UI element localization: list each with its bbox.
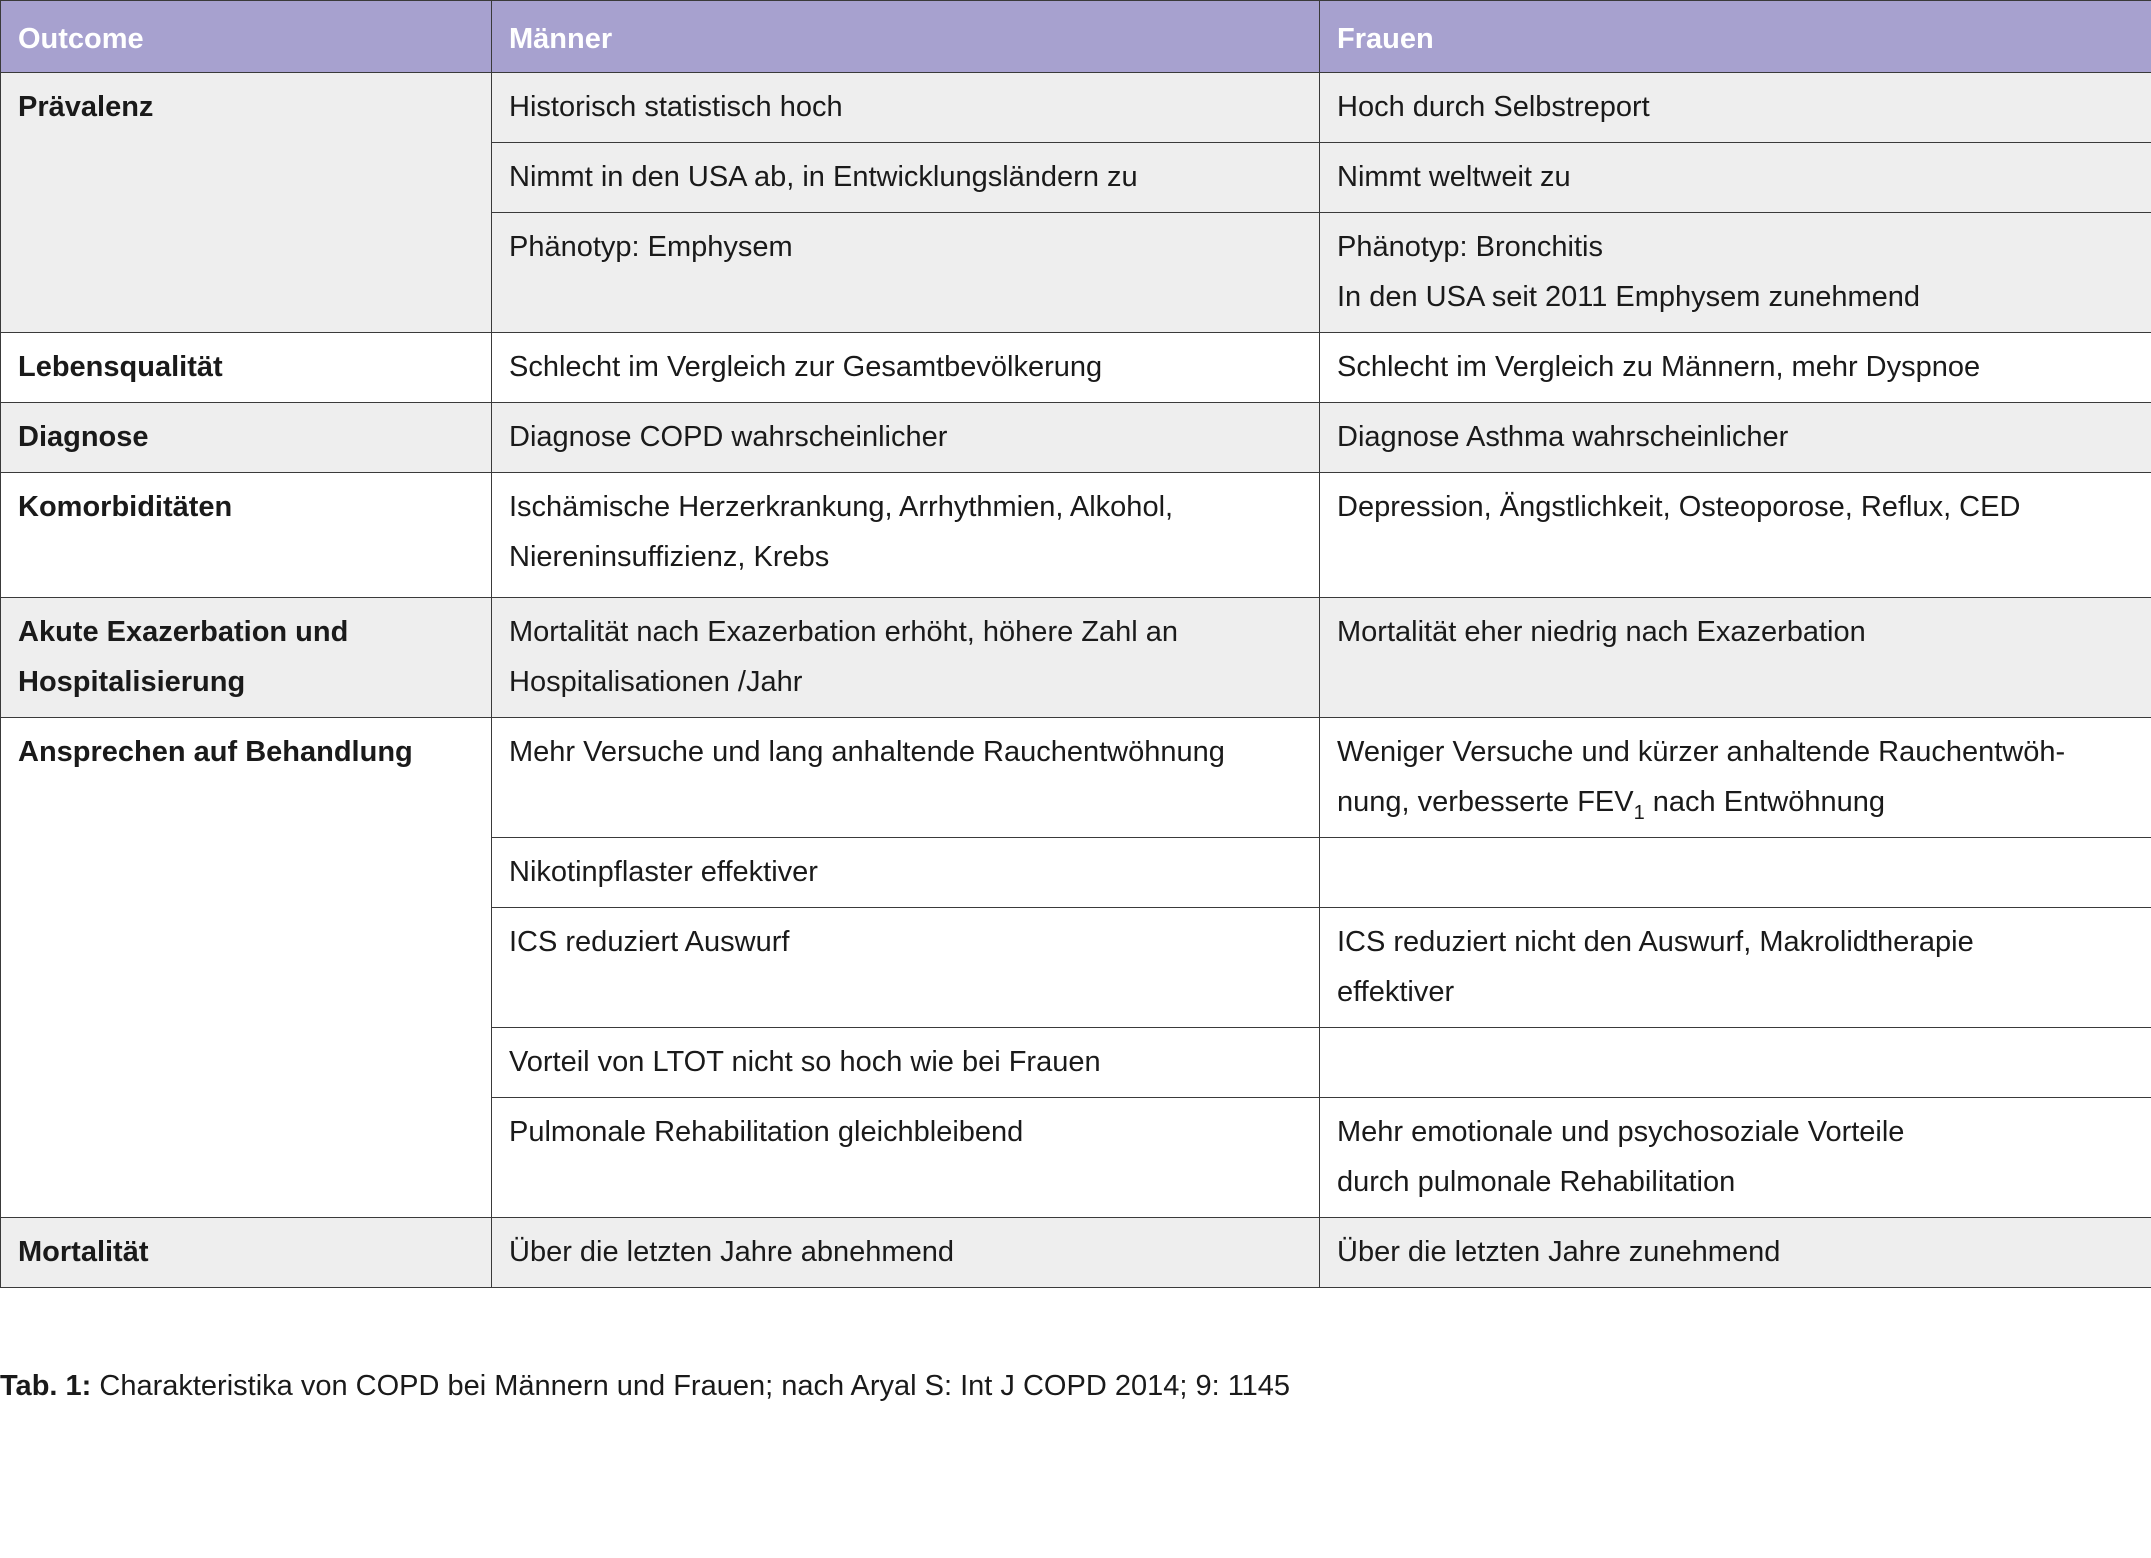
cell-line: effektiver xyxy=(1337,976,1455,1008)
cell-maenner: Nikotinpflaster effektiver xyxy=(492,838,1320,908)
cell-frauen xyxy=(1320,1028,2151,1098)
cell-maenner xyxy=(492,598,1320,718)
cell-maenner: Phänotyp: Emphysem xyxy=(492,213,1320,333)
cell-maenner: Mehr Versuche und lang anhaltende Rauchentwöhnung xyxy=(492,718,1320,838)
cell-maenner: Nimmt in den USA ab, in Entwicklungsländern zu xyxy=(492,143,1320,213)
cell-line: Hospitalisationen /Jahr xyxy=(509,666,803,698)
outcome-ansprechen-behandlung: Ansprechen auf Behandlung xyxy=(1,718,492,1218)
table-header-row xyxy=(1,1,2151,73)
caption-text: Charakteristika von COPD bei Männern und Frauen; nach Aryal S: Int J COPD 2014; 9: 1145 xyxy=(91,1370,1291,1402)
cell-line: Mortalität nach Exazerbation erhöht, höhere Zahl an xyxy=(509,616,1179,648)
table-caption xyxy=(0,1366,1290,1406)
outcome-praevalenz: Prävalenz xyxy=(1,73,492,333)
table-row xyxy=(1,473,2151,598)
cell-frauen xyxy=(1320,908,2151,1028)
cell-frauen xyxy=(1320,1098,2151,1218)
cell-frauen: Mortalität eher niedrig nach Exazerbation xyxy=(1320,598,2151,718)
cell-frauen xyxy=(1320,718,2151,838)
caption-label: Tab. 1: xyxy=(0,1370,92,1402)
cell-frauen: Über die letzten Jahre zunehmend xyxy=(1320,1218,2151,1288)
cell-frauen: Diagnose Asthma wahrscheinlicher xyxy=(1320,403,2151,473)
cell-maenner: ICS reduziert Auswurf xyxy=(492,908,1320,1028)
cell-line: Phänotyp: Bronchitis xyxy=(1337,231,1603,263)
table-row xyxy=(1,598,2151,718)
cell-line: ICS reduziert nicht den Auswurf, Makrolidtherapie xyxy=(1337,926,1974,958)
cell-maenner: Historisch statistisch hoch xyxy=(492,73,1320,143)
subscript: 1 xyxy=(1633,802,1645,824)
cell-maenner: Über die letzten Jahre abnehmend xyxy=(492,1218,1320,1288)
cell-line: durch pulmonale Rehabilitation xyxy=(1337,1166,1736,1198)
outcome-line: Hospitalisierung xyxy=(18,666,246,698)
cell-line: Niereninsuffizienz, Krebs xyxy=(509,541,830,573)
outcome-lebensqualitaet: Lebensqualität xyxy=(1,333,492,403)
cell-frauen xyxy=(1320,213,2151,333)
outcome-diagnose: Diagnose xyxy=(1,403,492,473)
table-row xyxy=(1,1218,2151,1288)
outcome-line: Akute Exazerbation und xyxy=(18,616,349,648)
cell-maenner: Vorteil von LTOT nicht so hoch wie bei Frauen xyxy=(492,1028,1320,1098)
table-row xyxy=(1,333,2151,403)
cell-maenner: Pulmonale Rehabilitation gleichbleibend xyxy=(492,1098,1320,1218)
cell-text: nach Entwöhnung xyxy=(1644,786,1885,818)
cell-frauen: Hoch durch Selbstreport xyxy=(1320,73,2151,143)
cell-line: Ischämische Herzerkrankung, Arrhythmien, Alkohol, xyxy=(509,491,1174,523)
outcome-mortalitaet: Mortalität xyxy=(1,1218,492,1288)
table-row xyxy=(1,718,2151,838)
cell-maenner: Schlecht im Vergleich zur Gesamtbevölkerung xyxy=(492,333,1320,403)
cell-maenner xyxy=(492,473,1320,598)
table-row xyxy=(1,403,2151,473)
cell-frauen: Schlecht im Vergleich zu Männern, mehr Dyspnoe xyxy=(1320,333,2151,403)
header-maenner: Männer xyxy=(492,1,1320,73)
cell-maenner: Diagnose COPD wahrscheinlicher xyxy=(492,403,1320,473)
cell-frauen: Depression, Ängstlichkeit, Osteoporose, Reflux, CED xyxy=(1320,473,2151,598)
table-row xyxy=(1,73,2151,143)
cell-line: Weniger Versuche und kürzer anhaltende Rauchentwöh- xyxy=(1337,736,2066,768)
cell-frauen xyxy=(1320,838,2151,908)
outcome-komorbiditaeten: Komorbiditäten xyxy=(1,473,492,598)
cell-line: Mehr emotionale und psychosoziale Vorteile xyxy=(1337,1116,1905,1148)
cell-text: nung, verbesserte FEV xyxy=(1337,786,1634,818)
cell-line xyxy=(1337,777,2134,827)
outcome-akute-exazerbation xyxy=(1,598,492,718)
cell-line: In den USA seit 2011 Emphysem zunehmend xyxy=(1337,281,1921,313)
header-frauen: Frauen xyxy=(1320,1,2151,73)
cell-frauen: Nimmt weltweit zu xyxy=(1320,143,2151,213)
header-outcome: Outcome xyxy=(1,1,492,73)
